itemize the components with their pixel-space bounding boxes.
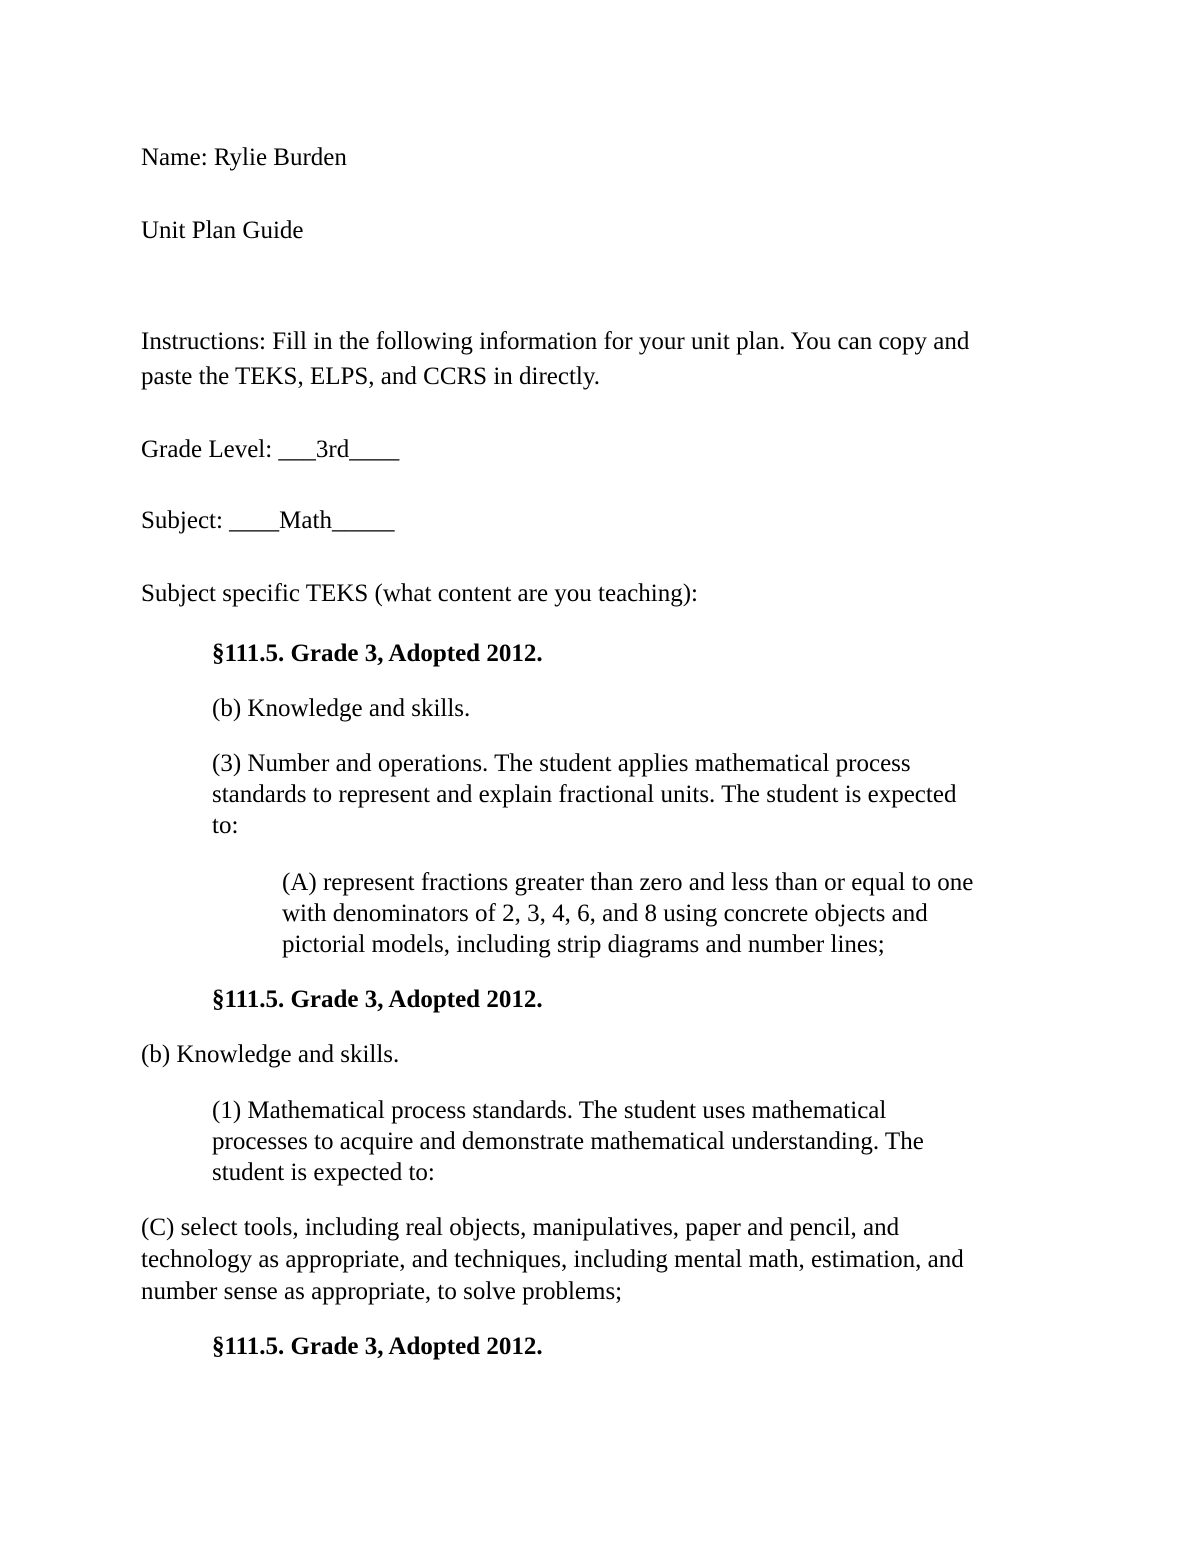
instructions-paragraph (141, 324, 969, 394)
standard-line: standards to represent and explain fractional units. The student is expected (212, 781, 957, 808)
standard-paragraph (212, 1095, 924, 1188)
standard-line: student is expected to: (212, 1159, 435, 1186)
section-subheading: (b) Knowledge and skills. (141, 1041, 400, 1068)
section-subheading: (b) Knowledge and skills. (212, 695, 471, 722)
item-paragraph (141, 1212, 964, 1308)
teks-heading: Subject specific TEKS (what content are you teaching): (141, 580, 698, 607)
document-title: Unit Plan Guide (141, 217, 304, 244)
subject-field: Subject: ____Math_____ (141, 507, 395, 534)
section-heading: §111.5. Grade 3, Adopted 2012. (212, 640, 543, 667)
item-paragraph (282, 867, 973, 960)
standard-line: to: (212, 812, 239, 839)
section-heading: §111.5. Grade 3, Adopted 2012. (212, 986, 543, 1013)
item-line: with denominators of 2, 3, 4, 6, and 8 using concrete objects and (282, 900, 928, 927)
section-heading: §111.5. Grade 3, Adopted 2012. (212, 1333, 543, 1360)
item-line: technology as appropriate, and techniques, including mental math, estimation, and (141, 1246, 964, 1273)
standard-line: (1) Mathematical process standards. The student uses mathematical (212, 1097, 887, 1124)
standard-line: processes to acquire and demonstrate mathematical understanding. The (212, 1128, 924, 1155)
instructions-line: paste the TEKS, ELPS, and CCRS in directly. (141, 363, 601, 390)
standard-paragraph (212, 748, 956, 841)
standard-line: (3) Number and operations. The student applies mathematical process (212, 750, 911, 777)
item-line: pictorial models, including strip diagrams and number lines; (282, 931, 885, 958)
item-line: (A) represent fractions greater than zero and less than or equal to one (282, 869, 974, 896)
student-name: Name: Rylie Burden (141, 144, 347, 171)
item-line: number sense as appropriate, to solve problems; (141, 1278, 623, 1305)
item-line: (C) select tools, including real objects, manipulatives, paper and pencil, and (141, 1214, 900, 1241)
grade-level-field: Grade Level: ___3rd____ (141, 436, 400, 463)
instructions-line: Instructions: Fill in the following information for your unit plan. You can copy and (141, 328, 970, 355)
